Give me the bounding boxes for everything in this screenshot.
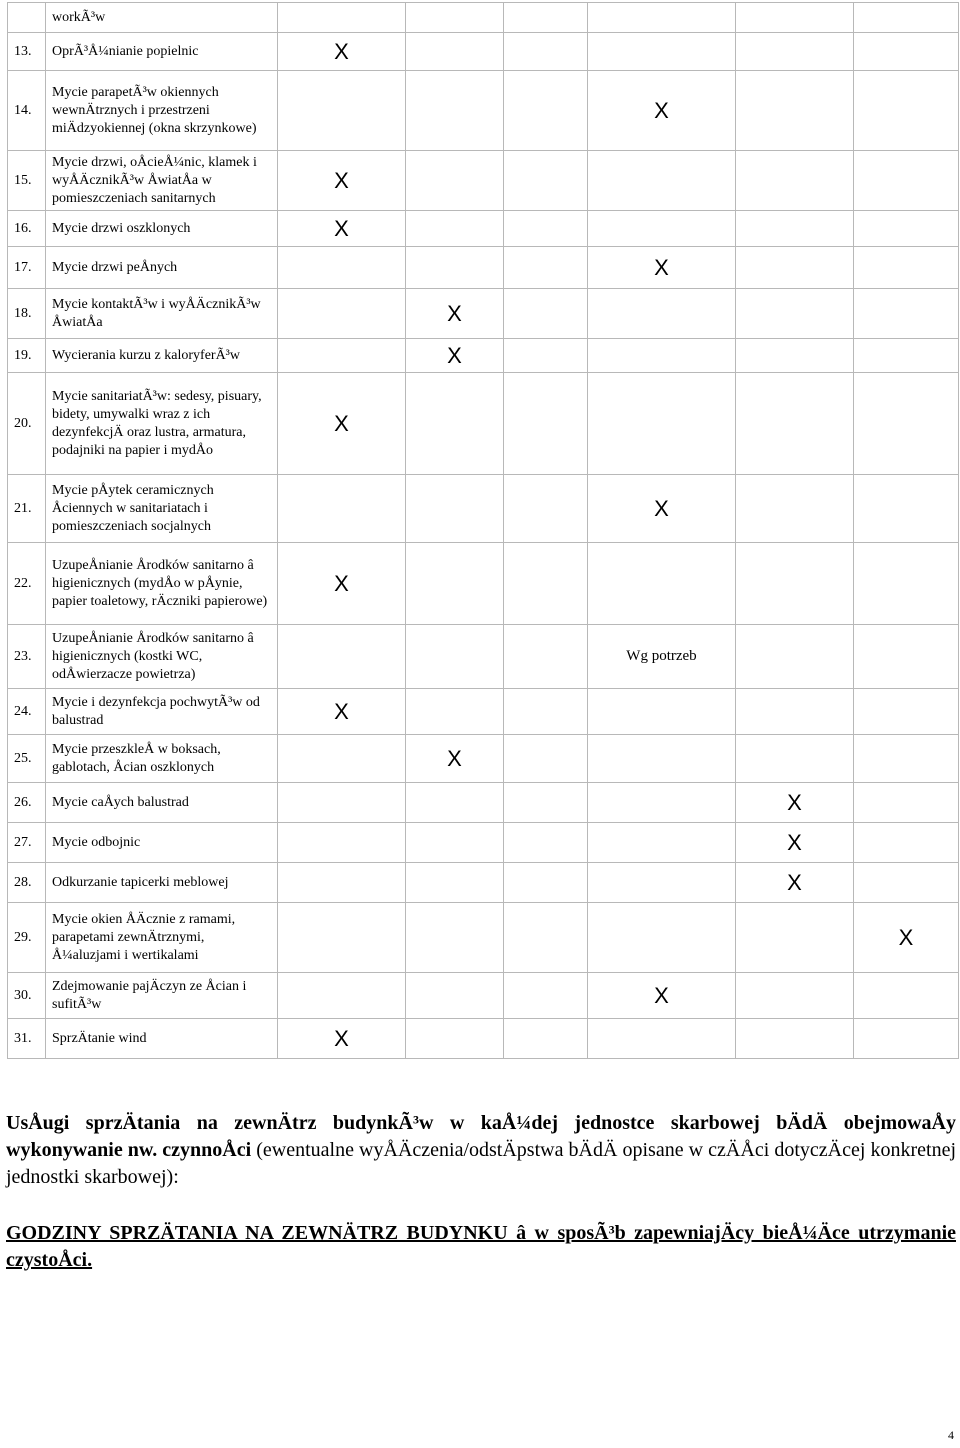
frequency-cell [504,735,588,783]
frequency-cell [588,33,736,71]
task-description: Mycie drzwi oszklonych [46,211,278,247]
task-description: SprzÄtanie wind [46,1019,278,1059]
table-row [8,475,959,543]
table-row [8,625,959,689]
row-number: 18. [8,289,46,339]
frequency-mark: X [406,735,504,783]
frequency-cell [854,973,959,1019]
frequency-cell [588,903,736,973]
frequency-cell [278,823,406,863]
frequency-cell [504,1019,588,1059]
table-row [8,373,959,475]
frequency-mark: X [736,863,854,903]
frequency-cell [736,289,854,339]
table-row [8,1019,959,1059]
frequency-cell [854,689,959,735]
frequency-cell [504,543,588,625]
frequency-cell [854,71,959,151]
table-row [8,211,959,247]
frequency-cell [854,863,959,903]
task-description: Mycie parapetÃ³w okiennych wewnÄtrznych i przestrzeni miÄdzyokiennej (okna skrzynkowe) [46,71,278,151]
row-number: 19. [8,339,46,373]
frequency-mark: X [406,289,504,339]
frequency-mark: X [278,33,406,71]
frequency-cell [406,1019,504,1059]
table-row [8,151,959,211]
task-description: Mycie okien ÅÄcznie z ramami, parapetami zewnÄtrznymi, Å¼aluzjami i wertikalami [46,903,278,973]
frequency-cell [504,689,588,735]
frequency-cell [736,973,854,1019]
frequency-cell [278,71,406,151]
frequency-cell [588,339,736,373]
frequency-cell [854,373,959,475]
frequency-mark: X [854,903,959,973]
frequency-cell [278,475,406,543]
task-description: Odkurzanie tapicerki meblowej [46,863,278,903]
frequency-cell [736,71,854,151]
frequency-note: Wg potrzeb [588,625,736,689]
task-description: Mycie sanitariatÃ³w: sedesy, pisuary, bidety, umywalki wraz z ich dezynfekcjÄ oraz lustra, armatura, podajniki na papier i mydÅo [46,373,278,475]
frequency-cell [854,33,959,71]
task-description: Mycie drzwi peÅnych [46,247,278,289]
frequency-cell [504,903,588,973]
table-row [8,863,959,903]
frequency-mark: X [588,247,736,289]
frequency-cell [406,903,504,973]
outdoor-services-bold-text: UsÅugi sprzÄtania na zewnÄtrz budynkÃ³w w kaÅ¼dej jednostce skarbowej bÄdÄ obejmowaÅy wykonywanie nw. czynnoÅci [6,1112,956,1161]
frequency-cell [854,783,959,823]
row-number: 24. [8,689,46,735]
frequency-cell [278,3,406,33]
frequency-mark: X [736,823,854,863]
task-description: Wycierania kurzu z kaloryferÃ³w [46,339,278,373]
frequency-cell [278,735,406,783]
table-row [8,783,959,823]
frequency-cell [736,247,854,289]
frequency-cell [736,211,854,247]
frequency-cell [854,151,959,211]
frequency-mark: X [278,1019,406,1059]
frequency-cell [588,3,736,33]
frequency-cell [736,151,854,211]
frequency-cell [736,543,854,625]
task-description: Mycie odbojnic [46,823,278,863]
frequency-cell [736,689,854,735]
frequency-cell [278,973,406,1019]
cleaning-schedule-table [7,2,959,1059]
frequency-cell [588,735,736,783]
frequency-cell [406,973,504,1019]
row-number: 23. [8,625,46,689]
frequency-cell [854,211,959,247]
table-row [8,903,959,973]
frequency-cell [406,625,504,689]
row-number: 30. [8,973,46,1019]
frequency-cell [278,625,406,689]
frequency-cell [736,625,854,689]
table-row [8,543,959,625]
frequency-cell [406,33,504,71]
frequency-cell [406,373,504,475]
frequency-cell [736,3,854,33]
frequency-cell [406,71,504,151]
table-row [8,735,959,783]
frequency-cell [736,475,854,543]
frequency-cell [504,475,588,543]
task-description: OprÃ³Å¼nianie popielnic [46,33,278,71]
frequency-cell [854,823,959,863]
task-description: workÃ³w [46,3,278,33]
frequency-cell [278,289,406,339]
row-number: 16. [8,211,46,247]
frequency-cell [504,863,588,903]
frequency-cell [406,151,504,211]
table-row [8,339,959,373]
row-number: 21. [8,475,46,543]
frequency-cell [588,783,736,823]
frequency-cell [406,247,504,289]
frequency-cell [588,863,736,903]
table-row [8,973,959,1019]
frequency-mark: X [278,543,406,625]
frequency-mark: X [588,475,736,543]
row-number [8,3,46,33]
cleaning-hours-heading: GODZINY SPRZÄTANIA NA ZEWNÄTRZ BUDYNKU â w sposÃ³b zapewniajÄcy bieÅ¼Äce utrzymanie czystoÅci. [6,1222,956,1271]
row-number: 14. [8,71,46,151]
frequency-cell [278,247,406,289]
task-description: Mycie drzwi, oÅcieÅ¼nic, klamek i wyÅÄcznikÃ³w ÅwiatÅa w pomieszczeniach sanitarnych [46,151,278,211]
frequency-cell [406,211,504,247]
row-number: 28. [8,863,46,903]
frequency-cell [854,735,959,783]
frequency-cell [278,783,406,823]
frequency-cell [588,211,736,247]
row-number: 22. [8,543,46,625]
frequency-cell [504,973,588,1019]
table-row [8,247,959,289]
frequency-cell [406,475,504,543]
row-number: 17. [8,247,46,289]
task-description: Mycie caÅych balustrad [46,783,278,823]
frequency-cell [504,289,588,339]
frequency-cell [406,689,504,735]
frequency-mark: X [278,689,406,735]
task-description: Mycie kontaktÃ³w i wyÅÄcznikÃ³w ÅwiatÅa [46,289,278,339]
frequency-cell [736,1019,854,1059]
frequency-cell [854,625,959,689]
frequency-cell [504,211,588,247]
frequency-cell [504,247,588,289]
frequency-mark: X [588,973,736,1019]
task-description: Mycie i dezynfekcja pochwytÃ³w od balustrad [46,689,278,735]
frequency-cell [406,3,504,33]
frequency-cell [406,823,504,863]
row-number: 20. [8,373,46,475]
frequency-cell [504,33,588,71]
frequency-cell [588,823,736,863]
row-number: 31. [8,1019,46,1059]
frequency-cell [854,543,959,625]
table-row [8,33,959,71]
frequency-cell [854,247,959,289]
frequency-mark: X [278,211,406,247]
frequency-cell [504,373,588,475]
row-number: 15. [8,151,46,211]
frequency-cell [854,1019,959,1059]
table-row [8,823,959,863]
frequency-cell [588,1019,736,1059]
outdoor-services-normal-text: (ewentualne wyÅÄczenia/odstÄpstwa bÄdÄ opisane w czÄÅci dotyczÄcej konkretnej jednostki skarbowej): [6,1139,956,1188]
frequency-cell [504,151,588,211]
frequency-cell [736,735,854,783]
frequency-cell [854,475,959,543]
table-row [8,71,959,151]
frequency-cell [504,3,588,33]
frequency-mark: X [588,71,736,151]
frequency-cell [588,689,736,735]
frequency-mark: X [736,783,854,823]
page-number: 4 [948,1428,954,1442]
frequency-cell [736,33,854,71]
frequency-cell [736,903,854,973]
task-description: Mycie przeszkleÅ w boksach, gablotach, Åcian oszklonych [46,735,278,783]
row-number: 25. [8,735,46,783]
row-number: 13. [8,33,46,71]
frequency-cell [504,625,588,689]
table-row [8,3,959,33]
frequency-cell [736,373,854,475]
frequency-cell [504,823,588,863]
task-description: Mycie pÅytek ceramicznych Åciennych w sanitariatach i pomieszczeniach socjalnych [46,475,278,543]
frequency-cell [854,339,959,373]
table-row [8,289,959,339]
row-number: 27. [8,823,46,863]
frequency-mark: X [278,373,406,475]
frequency-cell [504,783,588,823]
row-number: 29. [8,903,46,973]
frequency-cell [854,289,959,339]
frequency-cell [736,339,854,373]
frequency-cell [278,339,406,373]
frequency-mark: X [406,339,504,373]
frequency-cell [588,289,736,339]
frequency-cell [406,543,504,625]
frequency-cell [588,151,736,211]
task-description: UzupeÅnianie Årodków sanitarno â higienicznych (mydÅo w pÅynie, papier toaletowy, rÄczniki papierowe) [46,543,278,625]
row-number: 26. [8,783,46,823]
frequency-cell [406,783,504,823]
frequency-cell [278,863,406,903]
frequency-cell [504,71,588,151]
frequency-cell [406,863,504,903]
frequency-cell [854,3,959,33]
table-row [8,689,959,735]
frequency-cell [588,373,736,475]
frequency-cell [588,543,736,625]
task-description: Zdejmowanie pajÄczyn ze Åcian i sufitÃ³w [46,973,278,1019]
outdoor-services-paragraph [6,1110,956,1191]
task-description: UzupeÅnianie Årodków sanitarno â higienicznych (kostki WC, odÅwierzacze powietrza) [46,625,278,689]
frequency-cell [504,339,588,373]
frequency-cell [278,903,406,973]
frequency-mark: X [278,151,406,211]
